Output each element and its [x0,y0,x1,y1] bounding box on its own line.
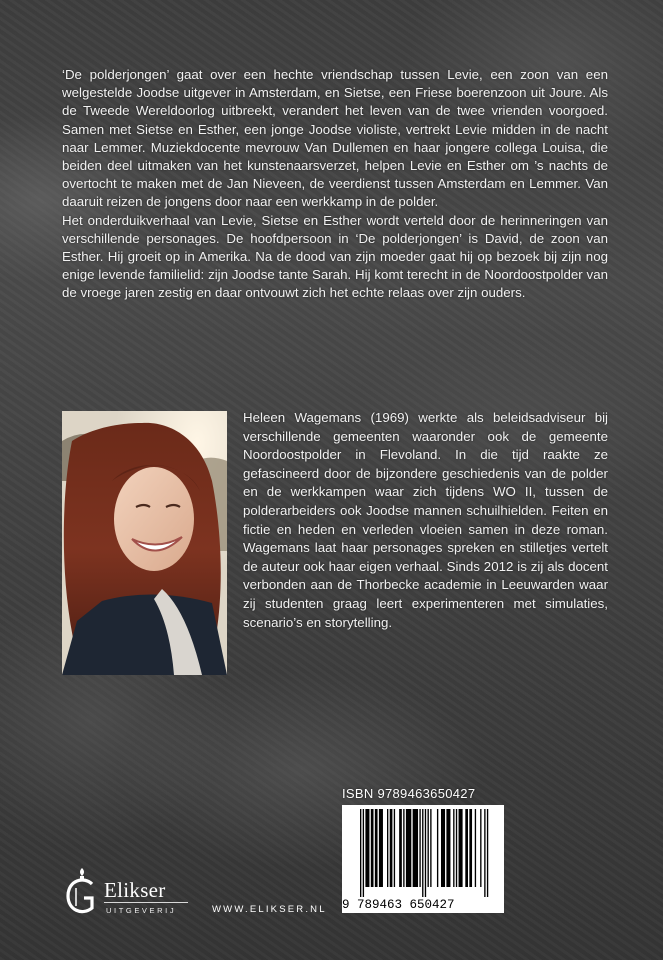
barcode-bar [413,809,418,887]
author-portrait-illustration [62,411,227,675]
author-photo [62,411,227,675]
barcode-bar [399,809,402,887]
barcode-bar [422,809,423,897]
barcode-bar [419,809,420,887]
barcode-bar [375,809,378,887]
barcode-bar [465,809,468,887]
barcode-block [342,786,504,913]
barcode-bar [480,809,481,887]
barcode-bar [469,809,472,887]
barcode-bar [430,809,431,887]
barcode-bar [406,809,411,887]
barcode-bar [453,809,454,887]
elikser-emblem-icon [62,862,102,922]
logo-divider [104,902,188,903]
barcode [342,805,504,913]
barcode-bar [387,809,388,887]
barcode-bars [342,805,504,897]
publisher-logo [62,862,202,922]
barcode-bar [437,809,438,887]
synopsis-paragraph-2: Het onderduikverhaal van Levie, Sietse en Esther wordt verteld door de herinneringen van verschillende personages. De hoofdpersoon in ‘De polderjongen’ is David, de zoon van Esther. Hij groeit op in Amerika. Na de dood van zijn moeder gaat hij op bezoek bij zijn nog enige levende familielid: zijn Joodse tante Sarah. Hij komt terecht in de Noordoostpolder van de vroege jaren zestig en daar ontvouwt zich het echte relaas over zijn ouders. [62,212,608,301]
barcode-bar [456,809,457,887]
barcode-bar [441,809,445,887]
synopsis [62,66,608,303]
barcode-bar [459,809,463,887]
isbn-label: ISBN 9789463650427 [342,786,476,801]
barcode-bar [360,809,361,897]
barcode-bar [428,809,429,887]
barcode-bar [390,809,393,887]
barcode-digits: 9 789463 650427 [342,898,455,912]
barcode-bar [425,809,426,897]
barcode-bar [487,809,488,897]
barcode-bar [446,809,450,887]
barcode-bar [394,809,395,887]
barcode-bar [484,809,485,897]
publisher-name: Elikser [104,878,166,902]
publisher-website: WWW.ELIKSER.NL [212,904,327,915]
barcode-bar [371,809,374,887]
barcode-bar [475,809,476,887]
barcode-bar [365,809,369,887]
author-bio: Heleen Wagemans (1969) werkte als beleidsadviseur bij verschillende gemeenten waaronder ook de gemeente Noordoostpolder in Flevoland. In die tijd raakte ze gefascineerd door de bijzondere geschiedenis van de polder en de werkkampen waar zich tijdens WO II, tussen de polderarbeiders ook Joodse mannen schuilhielden. Feiten en fictie en heden en verleden vloeien samen in deze roman. Wagemans laat haar personages spreken en stilletjes vertelt de auteur ook haar eigen verhaal. Sinds 2012 is zij als docent verbonden aan de Thorbecke academie in Leeuwarden waar zij studenten graag leert experimenteren met simulaties, scenario’s en storytelling. [243,410,608,630]
barcode-bar [379,809,383,887]
barcode-bar [363,809,364,897]
barcode-bar [403,809,404,887]
publisher-subtitle: UITGEVERIJ [106,906,177,915]
synopsis-paragraph-1: ‘De polderjongen’ gaat over een hechte vriendschap tussen Levie, een zoon van een welgestelde Joodse uitgever in Amsterdam, en Sietse, een Friese boerenzoon uit Joure. Als de Tweede Wereldoorlog uitbreekt, verandert het leven van de twee vrienden voorgoed. Samen met Sietse en Esther, een jonge Joodse violiste, vertrekt Levie midden in de nacht naar Lemmer. Muziekdocente mevrouw Van Dullemen en haar jongere collega Louisa, die beiden deel uitmaken van het kunstenaarsverzet, helpen Levie en Esther om ’s nachts de overtocht te maken met de Jan Nieveen, de veerdienst tussen Amsterdam en Lemmer. Van daaruit reizen de jongens door naar een werkkamp in de polder. [62,67,608,210]
